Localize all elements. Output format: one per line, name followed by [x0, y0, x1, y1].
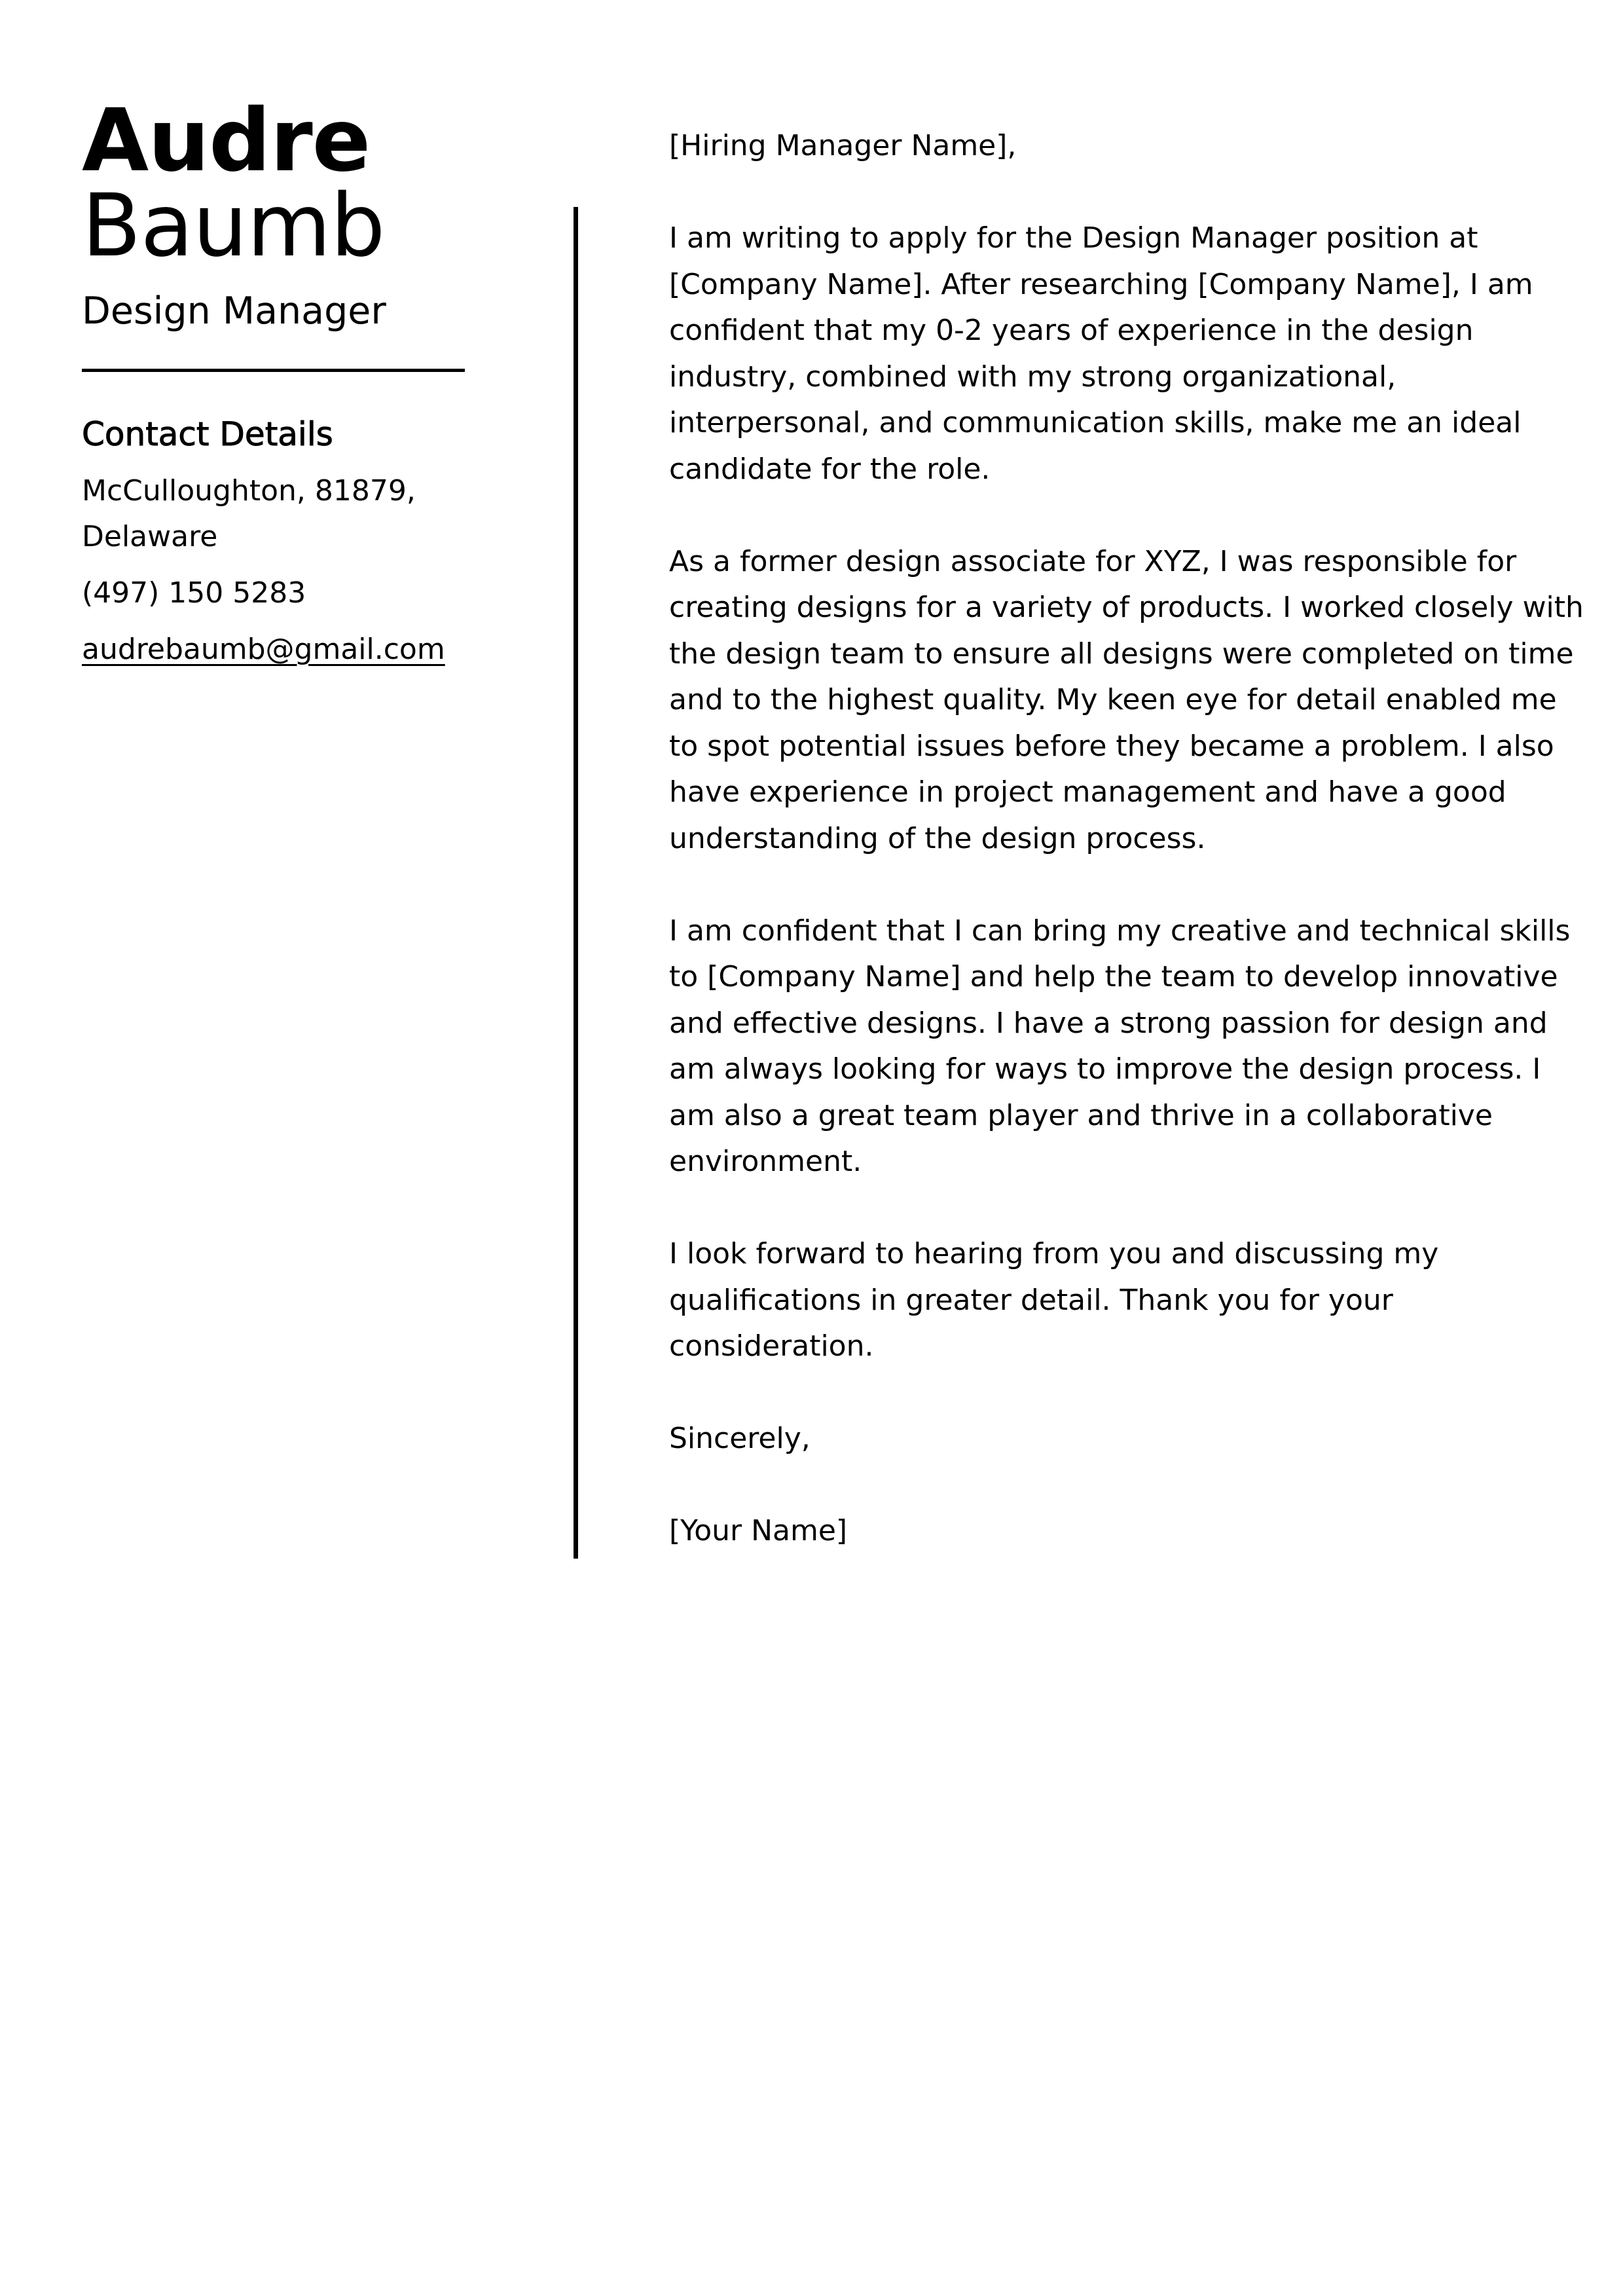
paragraph-4	[669, 1231, 1540, 1370]
paragraph-line: to [Company Name] and help the team to develop innovative	[669, 960, 1558, 993]
paragraph-line: and effective designs. I have a strong passion for design and	[669, 1006, 1548, 1040]
contact-email-link[interactable]: audrebaumb@gmail.com	[82, 633, 445, 666]
paragraph-line: am also a great team player and thrive in a collaborative	[669, 1098, 1493, 1132]
contact-phone: (497) 150 5283	[82, 576, 306, 610]
contact-heading: Contact Details	[82, 415, 333, 453]
paragraph-line: candidate for the role.	[669, 452, 991, 486]
paragraph-3	[669, 908, 1571, 1185]
paragraph-line: am always looking for ways to improve the design process. I	[669, 1052, 1541, 1086]
paragraph-line: understanding of the design process.	[669, 821, 1206, 855]
vertical-divider	[574, 207, 578, 1559]
paragraph-line: environment.	[669, 1145, 862, 1178]
paragraph-line: the design team to ensure all designs were completed on time	[669, 637, 1574, 671]
paragraph-line: consideration.	[669, 1329, 874, 1363]
paragraph-line: creating designs for a variety of products. I worked closely with	[669, 591, 1584, 624]
paragraph-line: I look forward to hearing from you and discussing my	[669, 1237, 1439, 1270]
address-line-1: McCulloughton, 81879,	[82, 474, 416, 508]
last-name: Baumb	[82, 176, 385, 276]
paragraph-line: to spot potential issues before they became a problem. I also	[669, 729, 1554, 763]
header-divider	[82, 369, 465, 372]
paragraph-line: As a former design associate for XYZ, I was responsible for	[669, 544, 1517, 578]
paragraph-line: [Company Name]. After researching [Company Name], I am	[669, 267, 1533, 301]
first-name: Audre	[82, 90, 371, 191]
paragraph-line: have experience in project management and have a good	[669, 775, 1506, 809]
signature: [Your Name]	[669, 1514, 848, 1547]
address-line-2: Delaware	[82, 520, 218, 553]
paragraph-line: and to the highest quality. My keen eye for detail enabled me	[669, 683, 1557, 716]
paragraph-line: industry, combined with my strong organizational,	[669, 360, 1396, 394]
letter-body	[669, 123, 1584, 1555]
job-title: Design Manager	[82, 289, 386, 333]
paragraph-1	[669, 215, 1540, 492]
sidebar	[82, 90, 501, 673]
paragraph-line: qualifications in greater detail. Thank you for your	[669, 1283, 1393, 1317]
contact-address	[82, 468, 501, 560]
paragraph-2	[669, 539, 1584, 862]
paragraph-line: I am writing to apply for the Design Manager position at	[669, 221, 1478, 255]
paragraph-line: interpersonal, and communication skills, make me an ideal	[669, 406, 1522, 439]
paragraph-line: confident that my 0-2 years of experience in the design	[669, 314, 1474, 347]
salutation: [Hiring Manager Name],	[669, 129, 1017, 162]
paragraph-line: I am confident that I can bring my creative and technical skills	[669, 914, 1571, 948]
closing: Sincerely,	[669, 1422, 811, 1455]
